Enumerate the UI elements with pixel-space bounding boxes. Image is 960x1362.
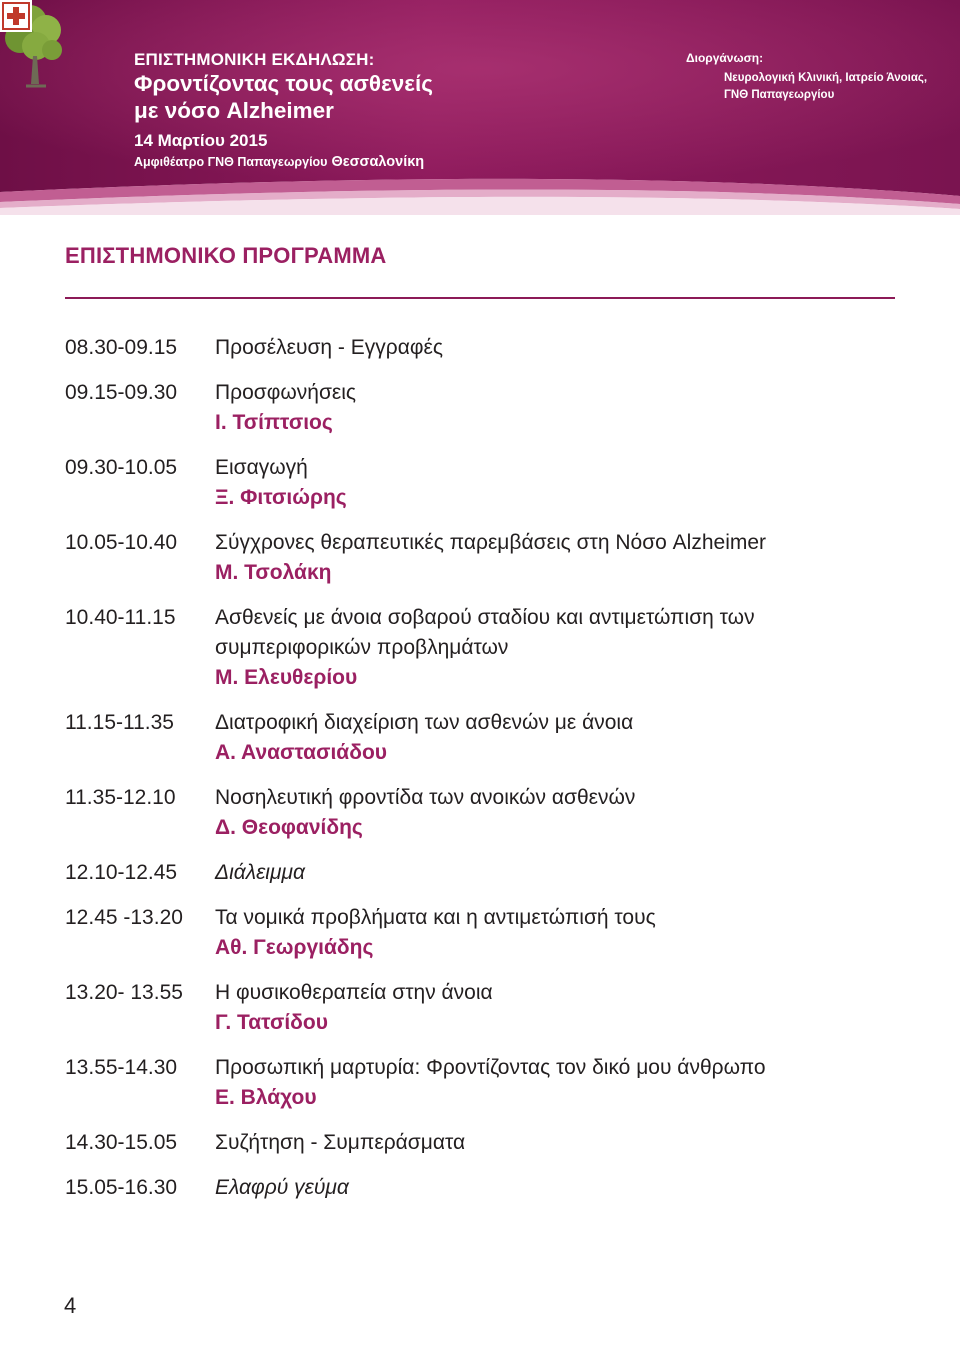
program-details — [215, 708, 945, 768]
program-title: Ελαφρύ γεύμα — [215, 1176, 349, 1199]
program-time: 09.15-09.30 — [65, 381, 178, 404]
program-title: Διατροφική διαχείριση των ασθενών με άνοια — [215, 711, 634, 734]
program-details — [215, 783, 945, 843]
section-title: ΕΠΙΣΤΗΜΟΝΙΚΟ ΠΡΟΓΡΑΜΜΑ — [65, 243, 387, 268]
program-item — [65, 978, 945, 1038]
event-title — [134, 70, 433, 124]
event-title-line-1: Φροντίζοντας τους ασθενείς — [134, 71, 433, 96]
program-details — [215, 1053, 945, 1113]
program-details — [215, 903, 945, 963]
program-details — [215, 453, 945, 513]
program-title: Νοσηλευτική φροντίδα των ανοικών ασθενών — [215, 786, 636, 809]
program-item — [65, 453, 945, 513]
program-title: Προσφωνήσεις — [215, 381, 357, 404]
program-time: 13.20- 13.55 — [65, 981, 183, 1004]
program-speaker: Αθ. Γεωργιάδης — [215, 936, 374, 959]
program-title: Συζήτηση - Συμπεράσματα — [215, 1131, 466, 1154]
program-title: Ασθενείς με άνοια σοβαρού σταδίου και αντιμετώπιση των — [215, 606, 755, 629]
program-speaker: Ξ. Φιτσιώρης — [215, 486, 347, 509]
page-number: 4 — [64, 1293, 77, 1318]
program-details — [215, 978, 945, 1038]
program-time: 09.30-10.05 — [65, 456, 178, 479]
program-item — [65, 783, 945, 843]
program-list — [65, 333, 945, 1218]
program-details — [215, 378, 945, 438]
program-time: 11.15-11.35 — [65, 711, 174, 734]
program-time: 12.10-12.45 — [65, 861, 178, 884]
venue-city: Θεσσαλονίκη — [331, 154, 425, 170]
program-time: 08.30-09.15 — [65, 336, 178, 359]
organizer-name — [724, 70, 927, 104]
program-speaker: Μ. Τσολάκη — [215, 561, 332, 584]
program-speaker: Α. Αναστασιάδου — [215, 741, 387, 764]
program-title: Εισαγωγή — [215, 456, 308, 479]
program-details — [215, 528, 945, 588]
program-speaker: Μ. Ελευθερίου — [215, 666, 358, 689]
section-divider — [65, 297, 895, 299]
program-title: Τα νομικά προβλήματα και η αντιμετώπισή τους — [215, 906, 656, 929]
event-date: 14 Μαρτίου 2015 — [134, 131, 268, 150]
program-time: 10.40-11.15 — [65, 606, 176, 629]
program-title: Διάλειμμα — [215, 861, 305, 884]
program-item — [65, 903, 945, 963]
program-speaker: Ι. Τσίπτσιος — [215, 411, 333, 434]
event-banner — [0, 0, 960, 215]
program-details — [215, 603, 945, 693]
program-item — [65, 708, 945, 768]
program-title: συμπεριφορικών προβλημάτων — [215, 636, 509, 659]
program-title: Προσέλευση - Εγγραφές — [215, 336, 443, 359]
program-item — [65, 1173, 945, 1203]
program-item — [65, 1053, 945, 1113]
program-details — [215, 1173, 945, 1203]
program-details — [215, 333, 945, 363]
program-item — [65, 1128, 945, 1158]
event-venue — [134, 154, 424, 170]
program-title: Προσωπική μαρτυρία: Φροντίζοντας τον δικό μου άνθρωπο — [215, 1056, 766, 1079]
program-speaker: Ε. Βλάχου — [215, 1086, 317, 1109]
program-time: 11.35-12.10 — [65, 786, 176, 809]
program-item — [65, 378, 945, 438]
program-details — [215, 1128, 945, 1158]
venue-name: Αμφιθέατρο ΓΝΘ Παπαγεωργίου — [134, 155, 328, 169]
program-title: Σύγχρονες θεραπευτικές παρεμβάσεις στη Νόσο Alzheimer — [215, 531, 767, 554]
program-item — [65, 603, 945, 693]
program-title: Η φυσικοθεραπεία στην άνοια — [215, 981, 493, 1004]
program-speaker: Δ. Θεοφανίδης — [215, 816, 363, 839]
program-time: 10.05-10.40 — [65, 531, 178, 554]
program-time: 12.45 -13.20 — [65, 906, 183, 929]
organizer-line-2: ΓΝΘ Παπαγεωργίου — [724, 89, 835, 101]
program-item — [65, 333, 945, 363]
organizer-line-1: Νευρολογική Κλινική, Ιατρείο Άνοιας, — [724, 72, 928, 84]
program-speaker: Γ. Τατσίδου — [215, 1011, 328, 1034]
program-details — [215, 858, 945, 888]
program-time: 13.55-14.30 — [65, 1056, 178, 1079]
program-time: 14.30-15.05 — [65, 1131, 178, 1154]
program-time: 15.05-16.30 — [65, 1176, 178, 1199]
hospital-logo-icon — [0, 0, 32, 32]
program-item — [65, 528, 945, 588]
organizer-label: Διοργάνωση: — [686, 51, 764, 65]
program-item — [65, 858, 945, 888]
event-title-line-2: με νόσο Alzheimer — [134, 98, 334, 123]
event-kicker: ΕΠΙΣΤΗΜΟΝΙΚΗ ΕΚΔΗΛΩΣΗ: — [134, 50, 375, 69]
